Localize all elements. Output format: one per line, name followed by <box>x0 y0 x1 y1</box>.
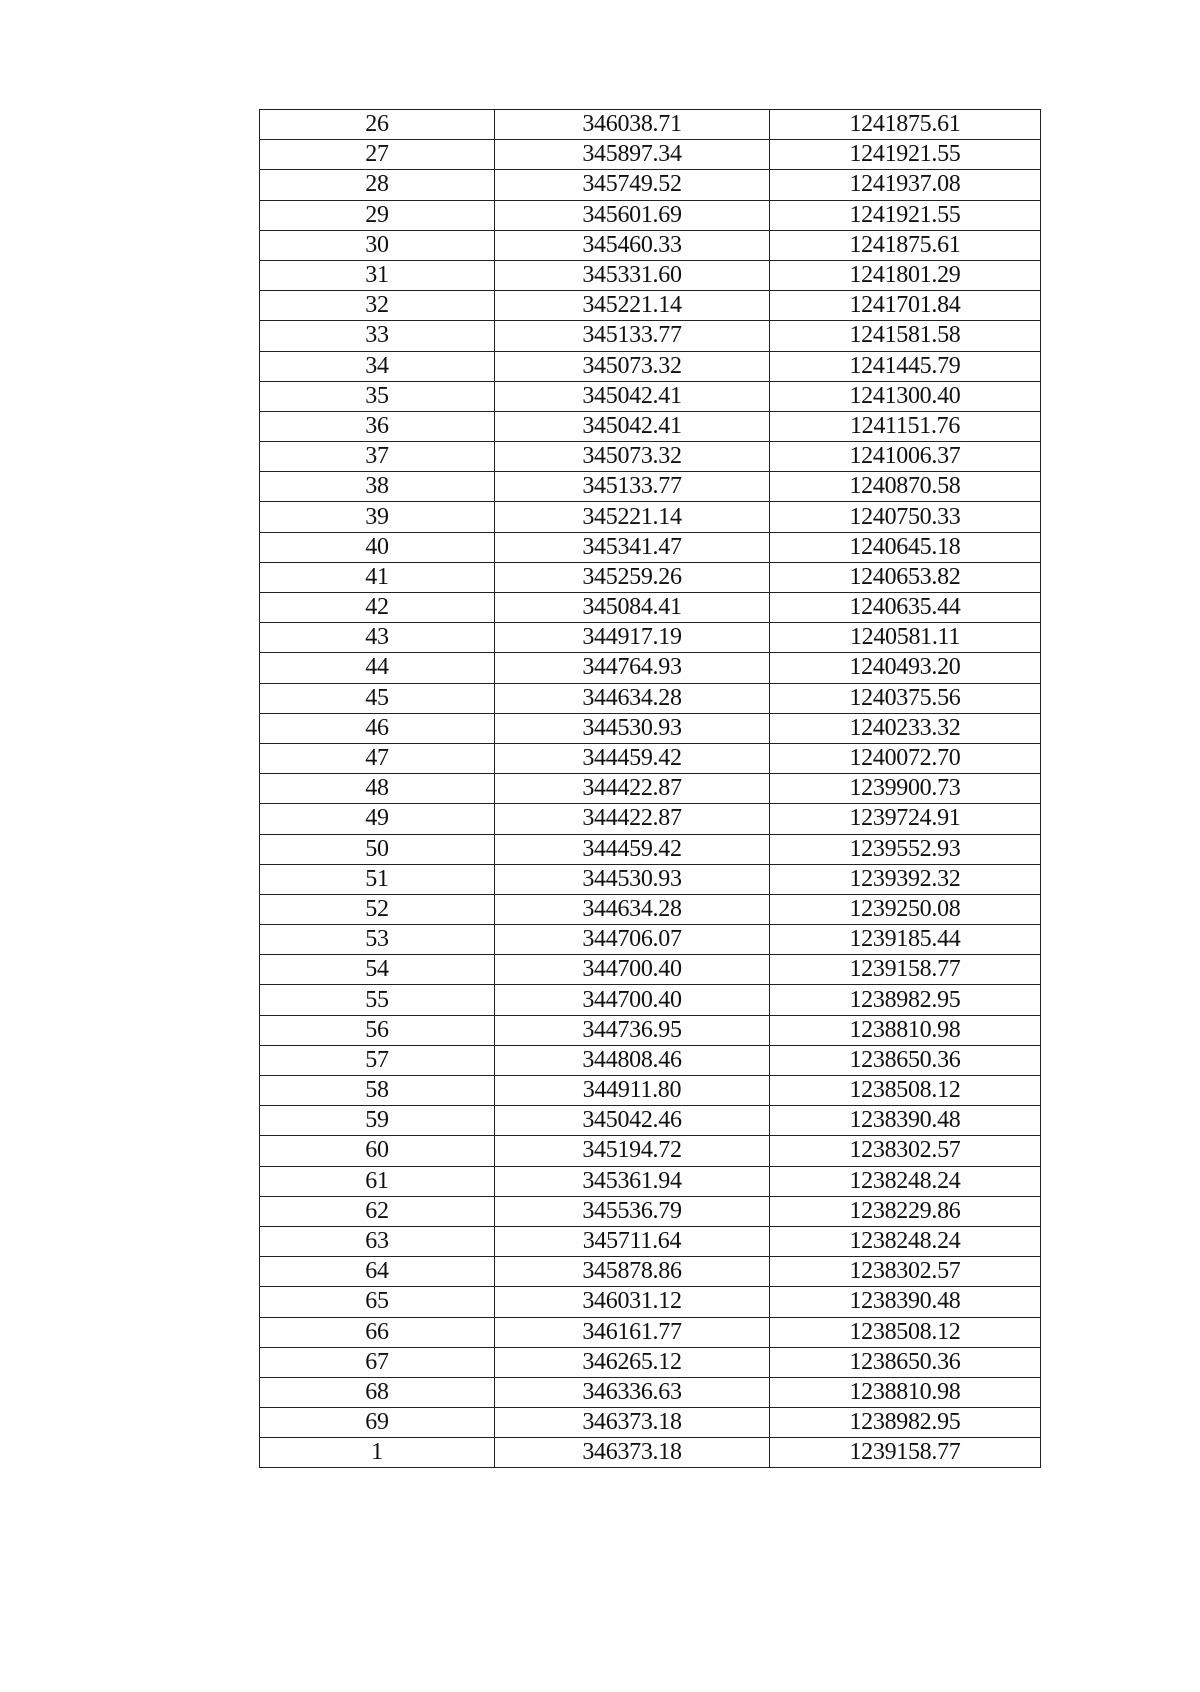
x-coordinate-cell: 344917.19 <box>495 623 770 653</box>
point-number-cell: 68 <box>260 1377 495 1407</box>
y-coordinate-cell: 1241151.76 <box>770 411 1041 441</box>
x-coordinate-cell: 344530.93 <box>495 864 770 894</box>
table-row <box>260 1166 1041 1196</box>
table-row <box>260 351 1041 381</box>
y-coordinate-cell: 1238650.36 <box>770 1347 1041 1377</box>
table-row <box>260 291 1041 321</box>
x-coordinate-cell: 344808.46 <box>495 1045 770 1075</box>
x-coordinate-cell: 344459.42 <box>495 834 770 864</box>
x-coordinate-cell: 345897.34 <box>495 140 770 170</box>
point-number-cell: 67 <box>260 1347 495 1377</box>
table-row <box>260 1438 1041 1468</box>
point-number-cell: 31 <box>260 260 495 290</box>
y-coordinate-cell: 1238982.95 <box>770 985 1041 1015</box>
y-coordinate-cell: 1238508.12 <box>770 1076 1041 1106</box>
y-coordinate-cell: 1240635.44 <box>770 593 1041 623</box>
point-number-cell: 46 <box>260 713 495 743</box>
table-row <box>260 713 1041 743</box>
point-number-cell: 63 <box>260 1226 495 1256</box>
x-coordinate-cell: 344700.40 <box>495 985 770 1015</box>
table-row <box>260 562 1041 592</box>
table-row <box>260 774 1041 804</box>
y-coordinate-cell: 1238650.36 <box>770 1045 1041 1075</box>
point-number-cell: 61 <box>260 1166 495 1196</box>
table-row <box>260 1076 1041 1106</box>
x-coordinate-cell: 344700.40 <box>495 955 770 985</box>
x-coordinate-cell: 346161.77 <box>495 1317 770 1347</box>
table-row <box>260 985 1041 1015</box>
x-coordinate-cell: 345073.32 <box>495 351 770 381</box>
x-coordinate-cell: 345536.79 <box>495 1196 770 1226</box>
point-number-cell: 64 <box>260 1257 495 1287</box>
table-row <box>260 743 1041 773</box>
point-number-cell: 51 <box>260 864 495 894</box>
x-coordinate-cell: 345259.26 <box>495 562 770 592</box>
x-coordinate-cell: 345331.60 <box>495 260 770 290</box>
point-number-cell: 32 <box>260 291 495 321</box>
y-coordinate-cell: 1241300.40 <box>770 381 1041 411</box>
x-coordinate-cell: 344706.07 <box>495 925 770 955</box>
x-coordinate-cell: 345878.86 <box>495 1257 770 1287</box>
x-coordinate-cell: 345042.41 <box>495 411 770 441</box>
table-row <box>260 1377 1041 1407</box>
point-number-cell: 56 <box>260 1015 495 1045</box>
table-row <box>260 653 1041 683</box>
table-row <box>260 411 1041 441</box>
y-coordinate-cell: 1239158.77 <box>770 955 1041 985</box>
y-coordinate-cell: 1238810.98 <box>770 1377 1041 1407</box>
table-row <box>260 1287 1041 1317</box>
x-coordinate-cell: 346031.12 <box>495 1287 770 1317</box>
y-coordinate-cell: 1238302.57 <box>770 1136 1041 1166</box>
table-row <box>260 110 1041 140</box>
point-number-cell: 60 <box>260 1136 495 1166</box>
x-coordinate-cell: 345042.41 <box>495 381 770 411</box>
x-coordinate-cell: 346336.63 <box>495 1377 770 1407</box>
y-coordinate-cell: 1238508.12 <box>770 1317 1041 1347</box>
y-coordinate-cell: 1241701.84 <box>770 291 1041 321</box>
y-coordinate-cell: 1238390.48 <box>770 1287 1041 1317</box>
x-coordinate-cell: 345042.46 <box>495 1106 770 1136</box>
y-coordinate-cell: 1240645.18 <box>770 532 1041 562</box>
y-coordinate-cell: 1240493.20 <box>770 653 1041 683</box>
point-number-cell: 34 <box>260 351 495 381</box>
y-coordinate-cell: 1239185.44 <box>770 925 1041 955</box>
y-coordinate-cell: 1238302.57 <box>770 1257 1041 1287</box>
coordinate-table <box>259 109 1041 1468</box>
y-coordinate-cell: 1238248.24 <box>770 1166 1041 1196</box>
y-coordinate-cell: 1239552.93 <box>770 834 1041 864</box>
point-number-cell: 27 <box>260 140 495 170</box>
point-number-cell: 48 <box>260 774 495 804</box>
y-coordinate-cell: 1240072.70 <box>770 743 1041 773</box>
table-row <box>260 804 1041 834</box>
table-row <box>260 925 1041 955</box>
x-coordinate-cell: 345361.94 <box>495 1166 770 1196</box>
point-number-cell: 1 <box>260 1438 495 1468</box>
y-coordinate-cell: 1239250.08 <box>770 894 1041 924</box>
point-number-cell: 42 <box>260 593 495 623</box>
table-row <box>260 170 1041 200</box>
point-number-cell: 45 <box>260 683 495 713</box>
table-row <box>260 1317 1041 1347</box>
x-coordinate-cell: 346373.18 <box>495 1408 770 1438</box>
x-coordinate-cell: 344634.28 <box>495 683 770 713</box>
point-number-cell: 65 <box>260 1287 495 1317</box>
point-number-cell: 29 <box>260 200 495 230</box>
x-coordinate-cell: 346373.18 <box>495 1438 770 1468</box>
point-number-cell: 39 <box>260 502 495 532</box>
table-row <box>260 260 1041 290</box>
y-coordinate-cell: 1239392.32 <box>770 864 1041 894</box>
table-row <box>260 1226 1041 1256</box>
y-coordinate-cell: 1240375.56 <box>770 683 1041 713</box>
y-coordinate-cell: 1240870.58 <box>770 472 1041 502</box>
point-number-cell: 59 <box>260 1106 495 1136</box>
table-row <box>260 532 1041 562</box>
point-number-cell: 50 <box>260 834 495 864</box>
point-number-cell: 40 <box>260 532 495 562</box>
y-coordinate-cell: 1241445.79 <box>770 351 1041 381</box>
table-row <box>260 834 1041 864</box>
point-number-cell: 55 <box>260 985 495 1015</box>
y-coordinate-cell: 1239158.77 <box>770 1438 1041 1468</box>
point-number-cell: 37 <box>260 442 495 472</box>
x-coordinate-cell: 346038.71 <box>495 110 770 140</box>
x-coordinate-cell: 345221.14 <box>495 502 770 532</box>
x-coordinate-cell: 345133.77 <box>495 321 770 351</box>
point-number-cell: 58 <box>260 1076 495 1106</box>
x-coordinate-cell: 345221.14 <box>495 291 770 321</box>
table-row <box>260 200 1041 230</box>
table-row <box>260 894 1041 924</box>
point-number-cell: 26 <box>260 110 495 140</box>
y-coordinate-cell: 1241937.08 <box>770 170 1041 200</box>
y-coordinate-cell: 1241581.58 <box>770 321 1041 351</box>
x-coordinate-cell: 344422.87 <box>495 804 770 834</box>
point-number-cell: 28 <box>260 170 495 200</box>
y-coordinate-cell: 1238982.95 <box>770 1408 1041 1438</box>
table-row <box>260 864 1041 894</box>
table-row <box>260 502 1041 532</box>
point-number-cell: 38 <box>260 472 495 502</box>
y-coordinate-cell: 1241921.55 <box>770 200 1041 230</box>
point-number-cell: 54 <box>260 955 495 985</box>
table-row <box>260 381 1041 411</box>
y-coordinate-cell: 1241875.61 <box>770 110 1041 140</box>
x-coordinate-cell: 344530.93 <box>495 713 770 743</box>
point-number-cell: 52 <box>260 894 495 924</box>
y-coordinate-cell: 1241801.29 <box>770 260 1041 290</box>
table-row <box>260 1408 1041 1438</box>
y-coordinate-cell: 1238229.86 <box>770 1196 1041 1226</box>
x-coordinate-cell: 346265.12 <box>495 1347 770 1377</box>
table-row <box>260 1136 1041 1166</box>
table-row <box>260 1257 1041 1287</box>
point-number-cell: 49 <box>260 804 495 834</box>
table-row <box>260 442 1041 472</box>
x-coordinate-cell: 345084.41 <box>495 593 770 623</box>
y-coordinate-cell: 1239900.73 <box>770 774 1041 804</box>
x-coordinate-cell: 345194.72 <box>495 1136 770 1166</box>
x-coordinate-cell: 344764.93 <box>495 653 770 683</box>
table-row <box>260 623 1041 653</box>
point-number-cell: 41 <box>260 562 495 592</box>
x-coordinate-cell: 345711.64 <box>495 1226 770 1256</box>
y-coordinate-cell: 1241875.61 <box>770 230 1041 260</box>
point-number-cell: 57 <box>260 1045 495 1075</box>
y-coordinate-cell: 1241006.37 <box>770 442 1041 472</box>
table-row <box>260 1196 1041 1226</box>
table-row <box>260 593 1041 623</box>
table-row <box>260 683 1041 713</box>
point-number-cell: 33 <box>260 321 495 351</box>
point-number-cell: 35 <box>260 381 495 411</box>
point-number-cell: 62 <box>260 1196 495 1226</box>
x-coordinate-cell: 345341.47 <box>495 532 770 562</box>
table-row <box>260 1106 1041 1136</box>
x-coordinate-cell: 345601.69 <box>495 200 770 230</box>
x-coordinate-cell: 344459.42 <box>495 743 770 773</box>
point-number-cell: 30 <box>260 230 495 260</box>
y-coordinate-cell: 1239724.91 <box>770 804 1041 834</box>
y-coordinate-cell: 1240653.82 <box>770 562 1041 592</box>
x-coordinate-cell: 344422.87 <box>495 774 770 804</box>
x-coordinate-cell: 344634.28 <box>495 894 770 924</box>
table-row <box>260 1347 1041 1377</box>
y-coordinate-cell: 1238248.24 <box>770 1226 1041 1256</box>
point-number-cell: 66 <box>260 1317 495 1347</box>
table-row <box>260 1045 1041 1075</box>
table-row <box>260 955 1041 985</box>
y-coordinate-cell: 1238810.98 <box>770 1015 1041 1045</box>
coordinate-table-body <box>260 110 1041 1468</box>
y-coordinate-cell: 1240750.33 <box>770 502 1041 532</box>
x-coordinate-cell: 344911.80 <box>495 1076 770 1106</box>
point-number-cell: 47 <box>260 743 495 773</box>
x-coordinate-cell: 345460.33 <box>495 230 770 260</box>
table-row <box>260 321 1041 351</box>
y-coordinate-cell: 1241921.55 <box>770 140 1041 170</box>
x-coordinate-cell: 345749.52 <box>495 170 770 200</box>
x-coordinate-cell: 344736.95 <box>495 1015 770 1045</box>
point-number-cell: 43 <box>260 623 495 653</box>
table-row <box>260 472 1041 502</box>
point-number-cell: 53 <box>260 925 495 955</box>
point-number-cell: 44 <box>260 653 495 683</box>
x-coordinate-cell: 345133.77 <box>495 472 770 502</box>
point-number-cell: 36 <box>260 411 495 441</box>
y-coordinate-cell: 1240233.32 <box>770 713 1041 743</box>
table-row <box>260 230 1041 260</box>
x-coordinate-cell: 345073.32 <box>495 442 770 472</box>
y-coordinate-cell: 1238390.48 <box>770 1106 1041 1136</box>
y-coordinate-cell: 1240581.11 <box>770 623 1041 653</box>
point-number-cell: 69 <box>260 1408 495 1438</box>
table-row <box>260 1015 1041 1045</box>
table-row <box>260 140 1041 170</box>
